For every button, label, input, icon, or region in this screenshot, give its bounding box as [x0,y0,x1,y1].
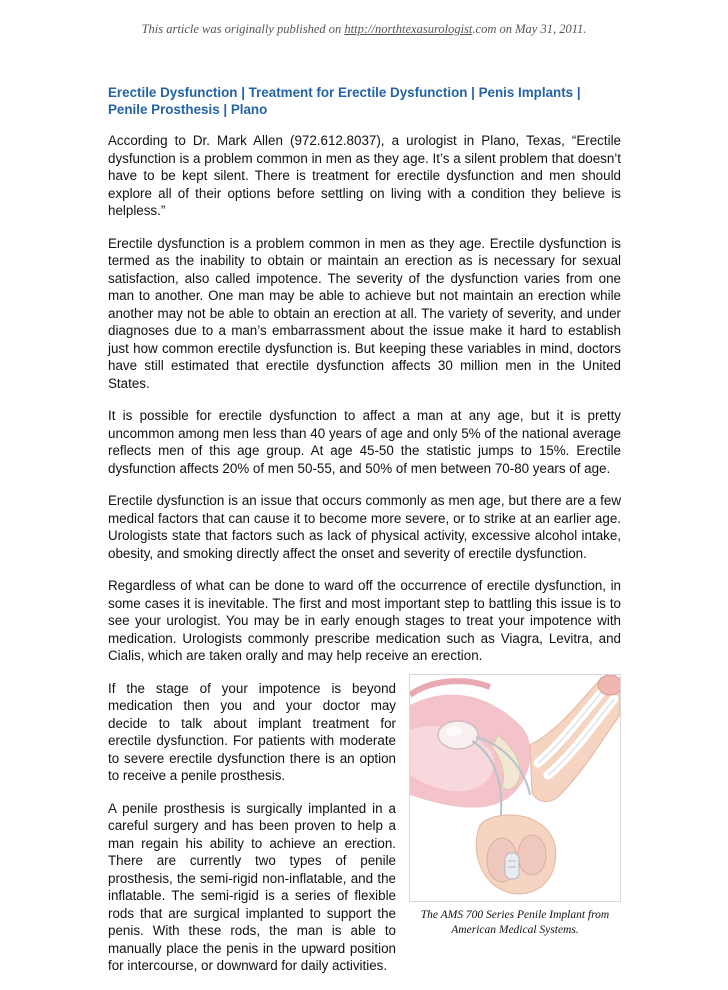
paragraph: It is possible for erectile dysfunction to affect a man at any age, but it is pretty uncommon among men less than 40 years of age and only 5% of the national average reflects men of this age group. At age 45-50 the statistic jumps to 15%. Erectile dysfunction affects 20% of men 50-55, and 50% of men between 70-80 years of age. [108,408,621,476]
publication-note-prefix: This article was originally published on [141,22,345,36]
paragraph: Regardless of what can be done to ward off the occurrence of erectile dysfunction, in some cases it is inevitable. The first and most important step to battling this issue is to see your urologist. You may be in early enough stages to treat your impotence with medication. Urologists commonly prescribe medication such as Viagra, Levitra, and Cialis, which are taken orally and may help receive an erection. [108,578,621,663]
paragraph: A penile prosthesis is surgically implanted in a careful surgery and has been proven to help a man regain his ability to achieve an erection. There are currently two types of penile prosthesis, the semi-rigid non-inflatable, and the inflatable. The semi-rigid is a series of flexible rods that are surgical implanted to support the penis. With these rods, the man is able to manually place the penis in the upward position for intercourse, or downward for daily activities. [108,800,396,973]
publication-note [0,22,728,37]
paragraph: According to Dr. Mark Allen (972.612.8037), a urologist in Plano, Texas, “Erectile dysfunction is a problem common in men as they age. It’s a silent problem that doesn’t have to be kept silent. There is treatment for erectile dysfunction and men should explore all of their options before settling on living with a condition they believe is helpless.” [108,133,621,218]
figure-caption: The AMS 700 Series Penile Implant from American Medical Systems. [420,908,610,936]
paragraph: Erectile dysfunction is an issue that occurs commonly as men age, but there are a few medical factors that can cause it to become more severe, or to strike at an earlier age. Urologists state that factors such as lack of physical activity, excessive alcohol intake, obesity, and smoking directly affect the onset and severity of erectile dysfunction. [108,493,621,561]
article-title: Erectile Dysfunction | Treatment for Erectile Dysfunction | Penis Implants | Penile Prosthesis | Plano [108,85,581,117]
implant-section [108,680,621,975]
publication-note-suffix: .com on May 31, 2011. [472,22,587,36]
article [108,84,621,990]
implant-figure [409,674,621,938]
source-link[interactable]: http://northtexasurologist [344,22,473,36]
penile-implant-illustration [410,675,620,901]
paragraph: If the stage of your impotence is beyond medication then you and your doctor may decide to talk about implant treatment for erectile dysfunction. For patients with moderate to severe erectile dysfunction there is an option to receive a penile prosthesis. [108,680,396,783]
paragraph: Erectile dysfunction is a problem common in men as they age. Erectile dysfunction is termed as the inability to obtain or maintain an erection as is necessary for sexual satisfaction, also called impotence. The severity of the dysfunction varies from one man to another. One man may be able to achieve but not maintain an erection while another may not be able to obtain an erection at all. The variety of severity, and under diagnoses due to a man’s embarrassment about the issue make it hard to establish just how common erectile dysfunction is. But keeping these variables in mind, doctors have still estimated that erectile dysfunction affects 30 million men in the United States. [108,235,621,391]
implant-illustration-frame [409,674,621,902]
